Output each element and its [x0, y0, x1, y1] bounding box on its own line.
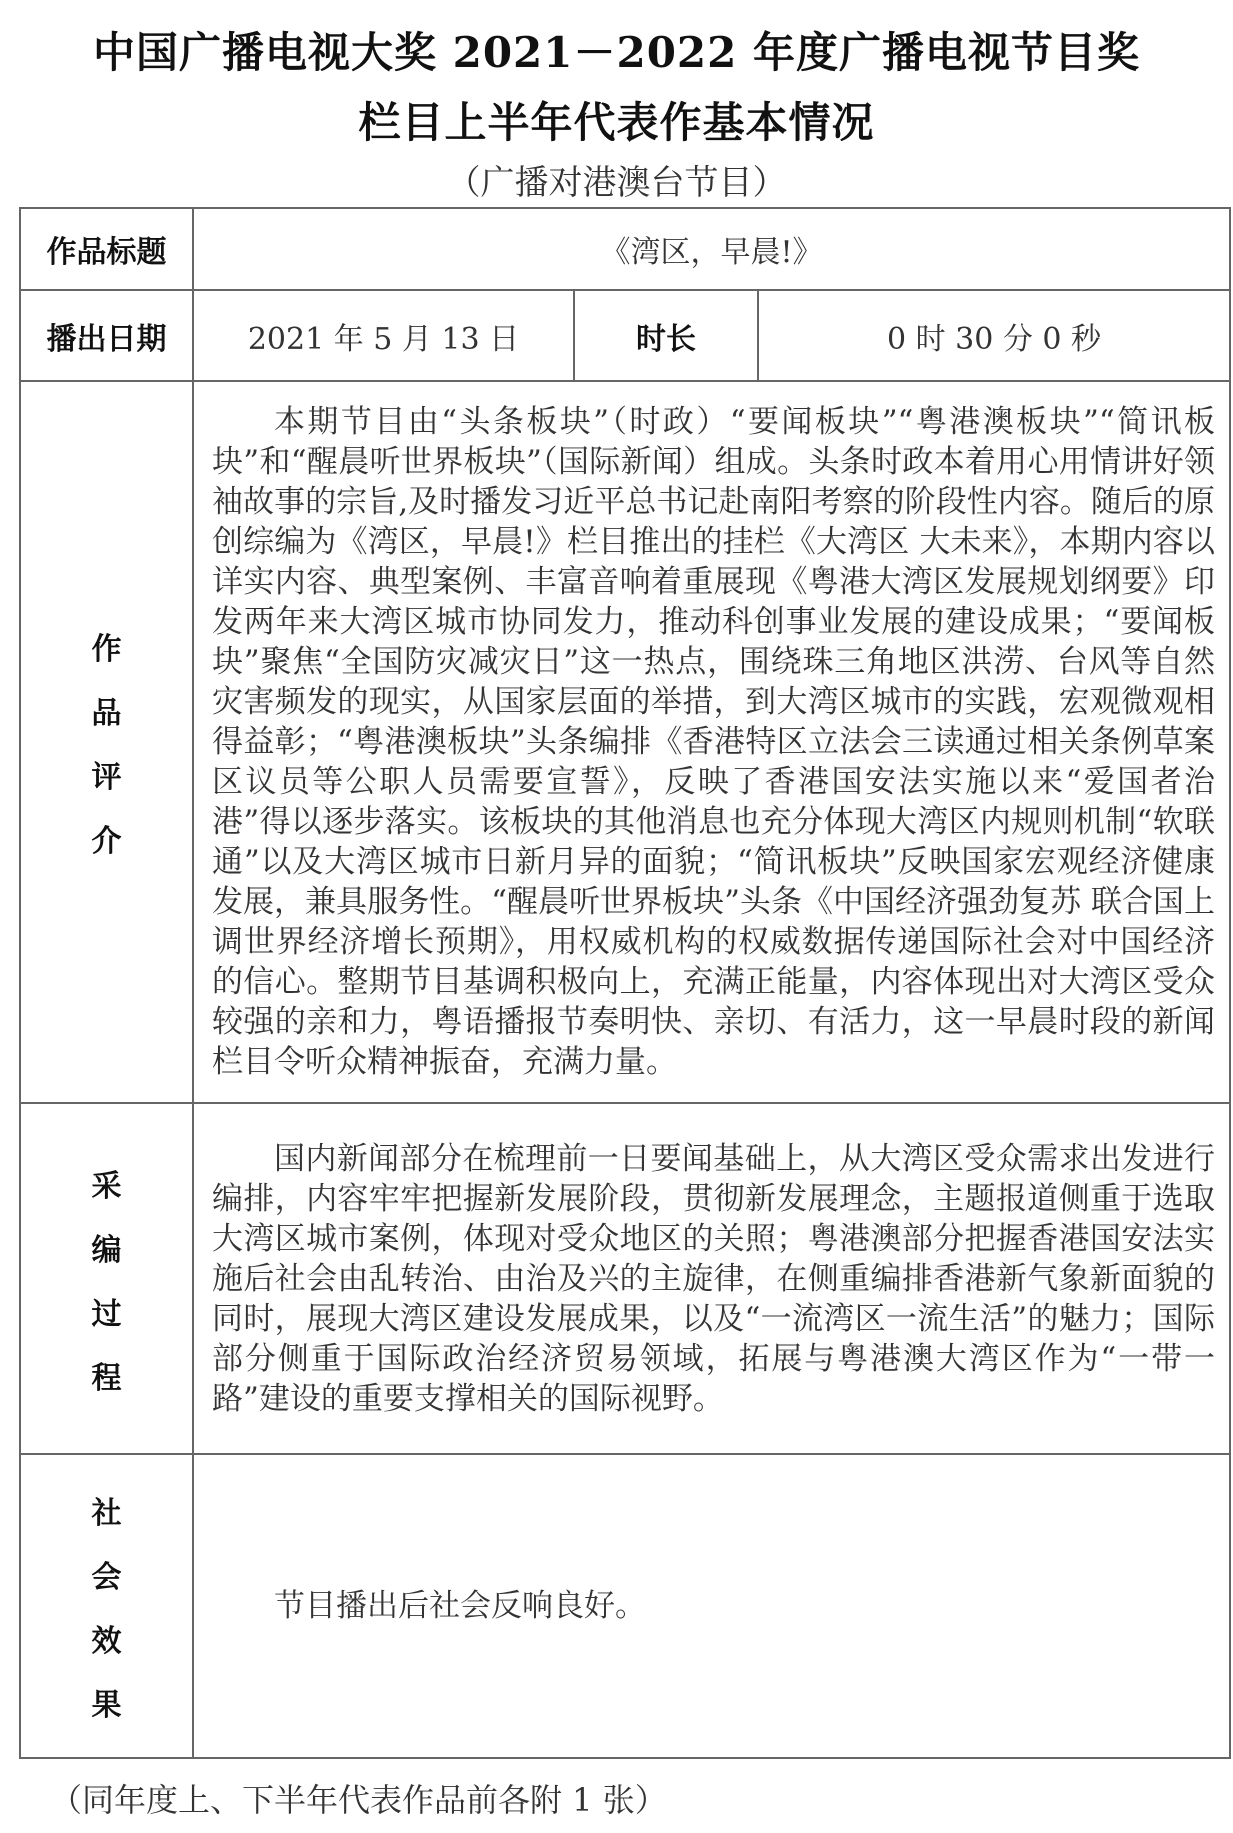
- air-date-label: 播出日期: [20, 290, 193, 381]
- row-air-date: [20, 290, 1230, 381]
- effect-label-char: 社: [91, 1496, 122, 1531]
- effect-cell: [193, 1454, 1230, 1758]
- review-label-char: 介: [91, 824, 122, 859]
- process-label-char: 程: [91, 1360, 122, 1396]
- footer-note: （同年度上、下半年代表作品前各附 1 张）: [50, 1781, 667, 1819]
- review-cell: [193, 381, 1230, 1103]
- review-label: [20, 381, 193, 1103]
- document-title-line2: 栏目上半年代表作基本情况: [358, 98, 875, 147]
- review-label-char: 品: [91, 696, 122, 731]
- document-title-line1: 中国广播电视大奖 2021－2022 年度广播电视节目奖: [92, 28, 1141, 77]
- duration-label: 时长: [574, 290, 758, 381]
- review-label-char: 作: [91, 632, 122, 667]
- effect-label-char: 会: [91, 1560, 122, 1595]
- work-title-label: 作品标题: [20, 208, 193, 290]
- process-label-char: 采: [91, 1168, 122, 1204]
- process-label-char: 过: [91, 1296, 122, 1332]
- effect-label-char: 果: [91, 1688, 122, 1723]
- process-cell: [193, 1103, 1230, 1454]
- work-title-value: 《湾区，早晨!》: [193, 208, 1230, 290]
- process-label-char: 编: [91, 1232, 122, 1268]
- effect-label-char: 效: [91, 1624, 122, 1659]
- row-review: [20, 381, 1230, 1103]
- review-text: 本期节目由“头条板块”（时政）“要闻板块”“粤港澳板块”“简讯板块”和“醒晨听世界板块”（国际新闻）组成。头条时政本着用心用情讲好领袖故事的宗旨,及时播发习近平总书记赴南阳考察的阶段性内容。随后的原创综编为《湾区，早晨!》栏目推出的挂栏《大湾区 大未来》，本期内容以详实内容、典型案例、丰富音响着重展现《粤港大湾区发展规划纲要》印发两年来大湾区城市协同发力，推动科创事业发展的建设成果；“要闻板块”聚焦“全国防灾减灾日”这一热点，围绕珠三角地区洪涝、台风等自然灾害频发的现实，从国家层面的举措，到大湾区城市的实践，宏观微观相得益彰；“粤港澳板块”头条编排《香港特区立法会三读通过相关条例草案 区议员等公职人员需要宣誓》，反映了香港国安法实施以来“爱国者治港”得以逐步落实。该板块的其他消息也充分体现大湾区内规则机制“软联通”以及大湾区城市日新月异的面貌；“简讯板块”反映国家宏观经济健康发展，兼具服务性。“醒晨听世界板块”头条《中国经济强劲复苏 联合国上调世界经济增长预期》，用权威机构的权威数据传递国际社会对中国经济的信心。整期节目基调积极向上，充满正能量，内容体现出对大湾区受众较强的亲和力，粤语播报节奏明快、亲切、有活力，这一早晨时段的新闻栏目令听众精神振奋，充满力量。: [212, 404, 1215, 1080]
- row-process: [20, 1103, 1230, 1454]
- process-text: 国内新闻部分在梳理前一日要闻基础上，从大湾区受众需求出发进行编排，内容牢牢把握新发展阶段，贯彻新发展理念，主题报道侧重于选取大湾区城市案例，体现对受众地区的关照；粤港澳部分把握香港国安法实施后社会由乱转治、由治及兴的主旋律，在侧重编排香港新气象新面貌的同时，展现大湾区建设发展成果，以及“一流湾区一流生活”的魅力；国际部分侧重于国际政治经济贸易领域，拓展与粤港澳大湾区作为“一带一路”建设的重要支撑相关的国际视野。: [212, 1140, 1215, 1417]
- review-label-char: 评: [91, 760, 122, 795]
- effect-text: 节目播出后社会反响良好。: [274, 1588, 646, 1624]
- row-work-title: [20, 208, 1230, 290]
- row-effect: [20, 1454, 1230, 1758]
- duration-value: 0 时 30 分 0 秒: [758, 290, 1230, 381]
- effect-label: [20, 1454, 193, 1758]
- process-label: [20, 1103, 193, 1454]
- air-date-value: 2021 年 5 月 13 日: [193, 290, 574, 381]
- info-table: [19, 207, 1231, 1759]
- document-subtitle: （广播对港澳台节目）: [446, 163, 787, 203]
